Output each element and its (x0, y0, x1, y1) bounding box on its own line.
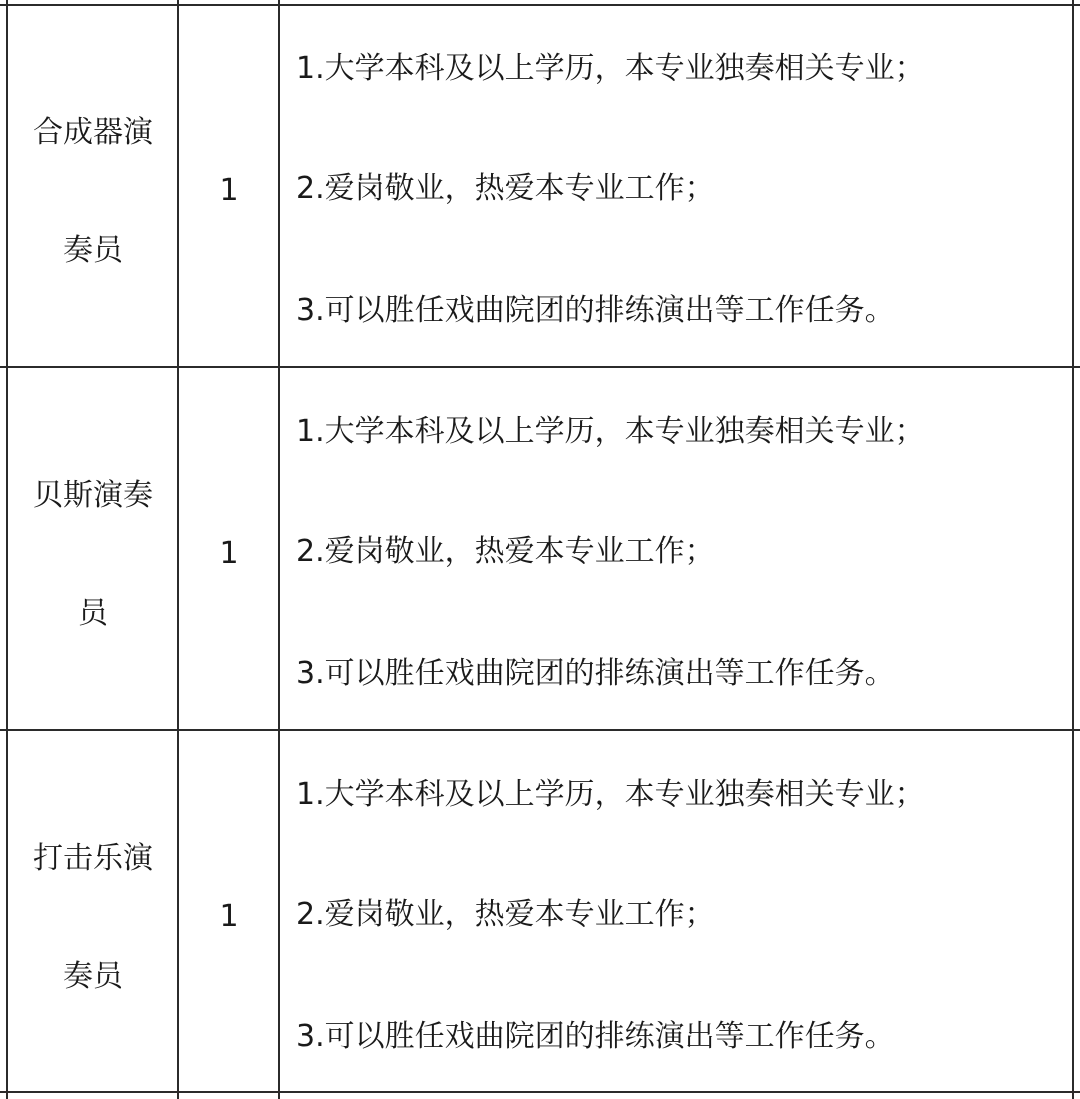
position-name-line: 员 (78, 596, 108, 631)
table-border-left (6, 0, 8, 1099)
requirement-item: 3.可以胜任戏曲院团的排练演出等工作任务。 (296, 656, 895, 691)
position-name-line: 奏员 (63, 233, 123, 268)
position-name-line: 奏员 (63, 959, 123, 994)
row-divider (0, 1091, 1080, 1093)
position-name-line: 合成器演 (33, 115, 153, 150)
requirement-item: 3.可以胜任戏曲院团的排练演出等工作任务。 (296, 293, 895, 328)
requirement-item: 1.大学本科及以上学历，本专业独奏相关专业； (296, 414, 925, 449)
headcount-cell: 1 (219, 899, 239, 934)
requirement-item: 1.大学本科及以上学历，本专业独奏相关专业； (296, 51, 925, 86)
row-divider (0, 729, 1080, 731)
row-divider (0, 4, 1080, 6)
headcount-cell: 1 (219, 536, 239, 571)
requirement-item: 2.爱岗敬业，热爱本专业工作； (296, 897, 715, 932)
column-divider (177, 0, 179, 1099)
table-border-right (1072, 0, 1074, 1099)
requirement-item: 2.爱岗敬业，热爱本专业工作； (296, 171, 715, 206)
headcount-cell: 1 (219, 173, 239, 208)
position-name-line: 打击乐演 (33, 841, 153, 876)
requirement-item: 1.大学本科及以上学历，本专业独奏相关专业； (296, 777, 925, 812)
row-divider (0, 366, 1080, 368)
position-name-line: 贝斯演奏 (33, 478, 153, 513)
requirement-item: 3.可以胜任戏曲院团的排练演出等工作任务。 (296, 1019, 895, 1054)
requirement-item: 2.爱岗敬业，热爱本专业工作； (296, 534, 715, 569)
column-divider (278, 0, 280, 1099)
